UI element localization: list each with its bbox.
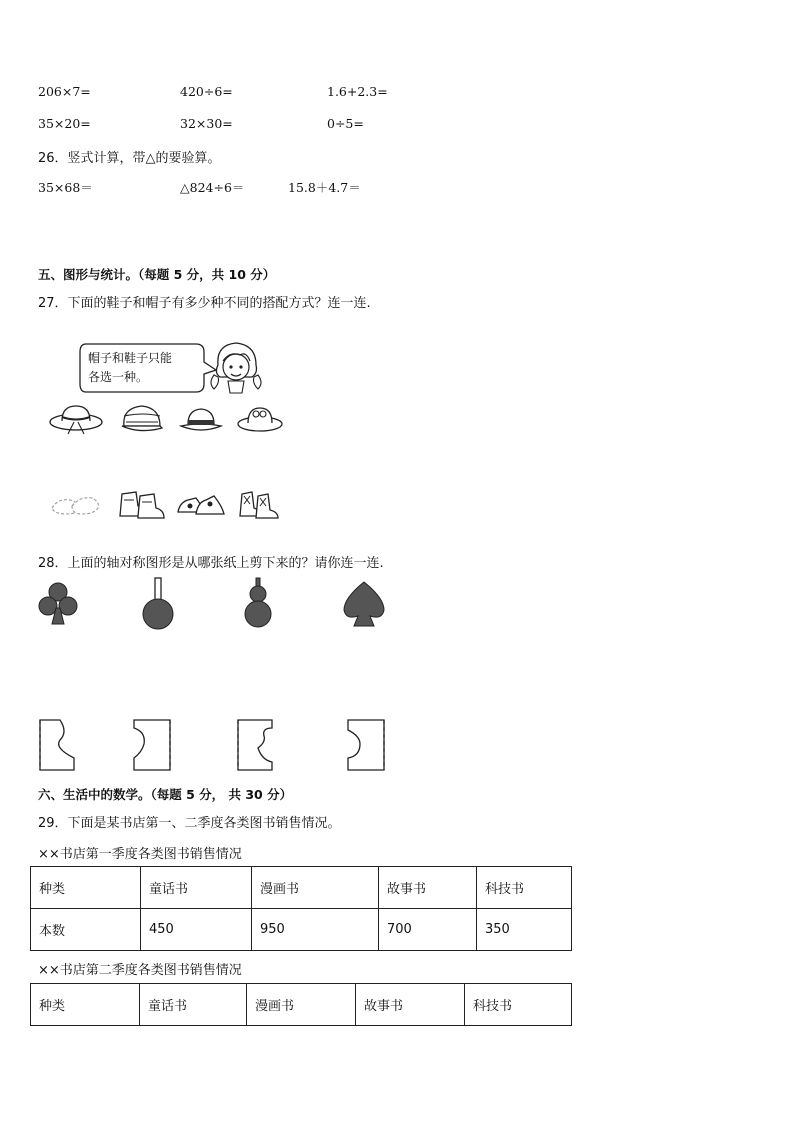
q29-title: 29．下面是某书店第一、二季度各类图书销售情况。 (38, 816, 341, 831)
slipper-icon (48, 490, 102, 520)
q26-title: 26．竖式计算，带△的要验算。 (38, 151, 221, 166)
table-cell: 科技书 (477, 867, 572, 909)
bonnet-hat-icon (236, 402, 284, 434)
calc-1-2: 420÷6= (180, 84, 233, 99)
table-cell: 漫画书 (247, 984, 356, 1026)
table-cell: 本数 (31, 909, 141, 951)
q26-item-2: △824÷6＝ (180, 180, 245, 195)
table-cell: 童话书 (140, 984, 247, 1026)
folded-paper-4-icon (346, 718, 388, 772)
q27-title: 27．下面的鞋子和帽子有多少种不同的搭配方式？连一连. (38, 296, 371, 311)
q28-title: 28．上面的轴对称图形是从哪张纸上剪下来的？请你连一连. (38, 556, 384, 571)
speech-line-2: 各选一种。 (88, 370, 149, 384)
calc-2-2: 32×30= (180, 116, 233, 131)
folded-paper-3-icon (236, 718, 278, 772)
folded-paper-1-icon (38, 718, 80, 772)
gourd-shape-icon (242, 576, 274, 632)
table-row (31, 909, 572, 951)
section6-title: 六、生活中的数学。（每题 5 分， 共 30 分） (38, 787, 293, 802)
sales-table-q1 (30, 866, 572, 951)
cap-icon (118, 402, 166, 436)
folded-paper-2-icon (132, 718, 174, 772)
spade-shape-icon (340, 580, 388, 632)
table-cell: 450 (141, 909, 252, 951)
sales-table-q2 (30, 983, 572, 1026)
club-shape-icon (36, 580, 80, 632)
calc-1-3: 1.6+2.3= (327, 84, 388, 99)
section5-title: 五、图形与统计。（每题 5 分，共 10 分） (38, 267, 276, 282)
table-cell: 童话书 (141, 867, 252, 909)
table-cell: 科技书 (465, 984, 572, 1026)
table1-caption: ××书店第一季度各类图书销售情况 (38, 847, 242, 862)
speech-line-1: 帽子和鞋子只能 (88, 351, 173, 365)
table-cell: 种类 (31, 867, 141, 909)
calc-2-1: 35×20= (38, 116, 91, 131)
table-cell: 漫画书 (252, 867, 379, 909)
hat-icon (48, 400, 104, 436)
table-cell: 950 (252, 909, 379, 951)
calc-1-1: 206×7= (38, 84, 91, 99)
table-cell: 种类 (31, 984, 140, 1026)
q26-item-3: 15.8＋4.7＝ (288, 180, 361, 195)
girl-icon (206, 337, 266, 397)
table-cell: 故事书 (356, 984, 465, 1026)
table-cell: 350 (477, 909, 572, 951)
calc-2-3: 0÷5= (327, 116, 364, 131)
boots-icon (116, 486, 168, 522)
table2-caption: ××书店第二季度各类图书销售情况 (38, 963, 242, 978)
q26-item-1: 35×68＝ (38, 180, 93, 195)
table-cell: 700 (379, 909, 477, 951)
bottle-shape-icon (140, 576, 176, 632)
high-top-shoes-icon (234, 486, 282, 522)
table-cell: 故事书 (379, 867, 477, 909)
sneakers-icon (176, 488, 226, 520)
table-header-row (31, 984, 572, 1026)
fedora-icon (178, 404, 224, 434)
table-header-row (31, 867, 572, 909)
